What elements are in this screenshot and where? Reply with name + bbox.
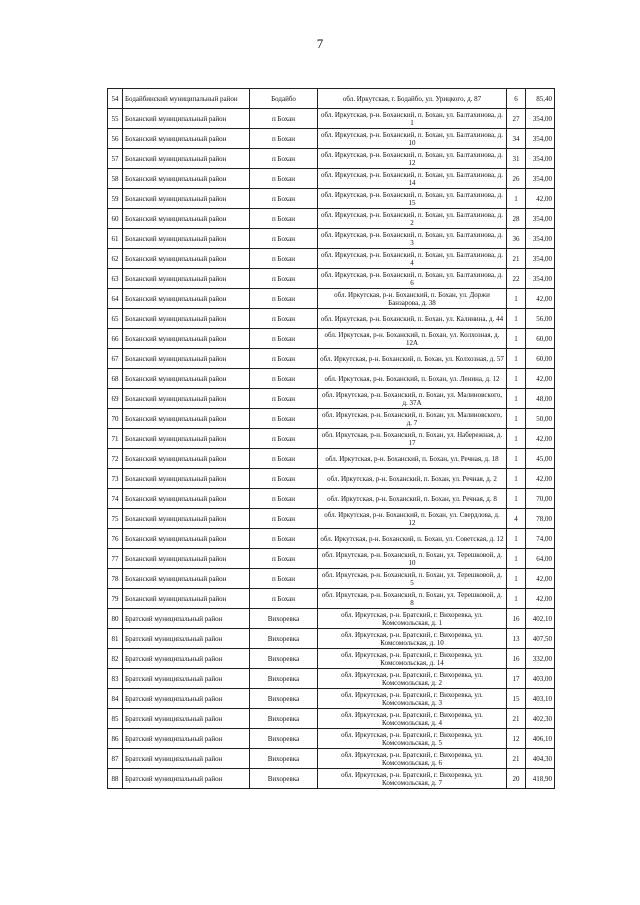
area-cell: 406,10 — [526, 729, 555, 749]
district-cell: Боханский муниципальный район — [123, 429, 250, 449]
table-row — [108, 169, 555, 189]
quantity-cell: 1 — [507, 589, 526, 609]
area-cell: 402,10 — [526, 609, 555, 629]
table-row — [108, 589, 555, 609]
row-number-cell: 63 — [108, 269, 123, 289]
table-row — [108, 249, 555, 269]
settlement-cell: Вихоревка — [250, 649, 318, 669]
table-row — [108, 349, 555, 369]
address-cell: обл. Иркутская, р-н. Боханский, п. Бохан, ул. Терешковой, д. 8 — [318, 589, 507, 609]
address-cell: обл. Иркутская, р-н. Братский, г. Вихоревка, ул. Комсомольская, д. 5 — [318, 729, 507, 749]
table-row — [108, 629, 555, 649]
district-cell: Боханский муниципальный район — [123, 189, 250, 209]
area-cell: 418,90 — [526, 769, 555, 789]
housing-registry-table — [107, 88, 555, 789]
table-row — [108, 529, 555, 549]
area-cell: 48,00 — [526, 389, 555, 409]
settlement-cell: п Бохан — [250, 529, 318, 549]
area-cell: 42,00 — [526, 429, 555, 449]
quantity-cell: 1 — [507, 349, 526, 369]
district-cell: Боханский муниципальный район — [123, 209, 250, 229]
district-cell: Братский муниципальный район — [123, 609, 250, 629]
registry-body — [108, 89, 555, 789]
address-cell: обл. Иркутская, р-н. Братский, г. Вихоревка, ул. Комсомольская, д. 2 — [318, 669, 507, 689]
area-cell: 354,00 — [526, 229, 555, 249]
address-cell: обл. Иркутская, р-н. Братский, г. Вихоревка, ул. Комсомольская, д. 14 — [318, 649, 507, 669]
row-number-cell: 77 — [108, 549, 123, 569]
row-number-cell: 80 — [108, 609, 123, 629]
quantity-cell: 1 — [507, 529, 526, 549]
row-number-cell: 72 — [108, 449, 123, 469]
address-cell: обл. Иркутская, р-н. Братский, г. Вихоревка, ул. Комсомольская, д. 10 — [318, 629, 507, 649]
district-cell: Боханский муниципальный район — [123, 249, 250, 269]
address-cell: обл. Иркутская, р-н. Братский, г. Вихоревка, ул. Комсомольская, д. 6 — [318, 749, 507, 769]
address-cell: обл. Иркутская, р-н. Боханский, п. Бохан, ул. Речная, д. 18 — [318, 449, 507, 469]
table-row — [108, 89, 555, 109]
quantity-cell: 6 — [507, 89, 526, 109]
table-row — [108, 769, 555, 789]
table-row — [108, 109, 555, 129]
row-number-cell: 55 — [108, 109, 123, 129]
settlement-cell: п Бохан — [250, 109, 318, 129]
table-row — [108, 749, 555, 769]
settlement-cell: Вихоревка — [250, 709, 318, 729]
district-cell: Боханский муниципальный район — [123, 489, 250, 509]
row-number-cell: 87 — [108, 749, 123, 769]
area-cell: 354,00 — [526, 249, 555, 269]
district-cell: Боханский муниципальный район — [123, 169, 250, 189]
quantity-cell: 26 — [507, 169, 526, 189]
district-cell: Братский муниципальный район — [123, 749, 250, 769]
address-cell: обл. Иркутская, р-н. Боханский, п. Бохан, ул. Ленина, д. 12 — [318, 369, 507, 389]
table-row — [108, 129, 555, 149]
settlement-cell: п Бохан — [250, 329, 318, 349]
district-cell: Боханский муниципальный район — [123, 549, 250, 569]
district-cell: Боханский муниципальный район — [123, 229, 250, 249]
area-cell: 404,30 — [526, 749, 555, 769]
district-cell: Боханский муниципальный район — [123, 109, 250, 129]
row-number-cell: 76 — [108, 529, 123, 549]
district-cell: Боханский муниципальный район — [123, 389, 250, 409]
district-cell: Братский муниципальный район — [123, 729, 250, 749]
address-cell: обл. Иркутская, р-н. Боханский, п. Бохан, ул. Колхозная, д. 57 — [318, 349, 507, 369]
table-row — [108, 429, 555, 449]
area-cell: 45,00 — [526, 449, 555, 469]
row-number-cell: 79 — [108, 589, 123, 609]
area-cell: 60,00 — [526, 349, 555, 369]
address-cell: обл. Иркутская, р-н. Братский, г. Вихоревка, ул. Комсомольская, д. 4 — [318, 709, 507, 729]
address-cell: обл. Иркутская, г. Бодайбо, ул. Урицкого, д. 87 — [318, 89, 507, 109]
district-cell: Боханский муниципальный район — [123, 409, 250, 429]
table-row — [108, 369, 555, 389]
row-number-cell: 88 — [108, 769, 123, 789]
address-cell: обл. Иркутская, р-н. Братский, г. Вихоревка, ул. Комсомольская, д. 1 — [318, 609, 507, 629]
settlement-cell: п Бохан — [250, 589, 318, 609]
area-cell: 354,00 — [526, 129, 555, 149]
quantity-cell: 1 — [507, 569, 526, 589]
settlement-cell: п Бохан — [250, 249, 318, 269]
district-cell: Боханский муниципальный район — [123, 289, 250, 309]
row-number-cell: 67 — [108, 349, 123, 369]
table-row — [108, 389, 555, 409]
row-number-cell: 62 — [108, 249, 123, 269]
quantity-cell: 12 — [507, 729, 526, 749]
table-row — [108, 189, 555, 209]
row-number-cell: 82 — [108, 649, 123, 669]
area-cell: 402,30 — [526, 709, 555, 729]
settlement-cell: Вихоревка — [250, 609, 318, 629]
area-cell: 42,00 — [526, 589, 555, 609]
address-cell: обл. Иркутская, р-н. Боханский, п. Бохан, ул. Речная, д. 2 — [318, 469, 507, 489]
address-cell: обл. Иркутская, р-н. Боханский, п. Бохан, ул. Балтахинова, д. 4 — [318, 249, 507, 269]
area-cell: 354,00 — [526, 209, 555, 229]
row-number-cell: 60 — [108, 209, 123, 229]
quantity-cell: 17 — [507, 669, 526, 689]
address-cell: обл. Иркутская, р-н. Боханский, п. Бохан, ул. Балтахинова, д. 14 — [318, 169, 507, 189]
row-number-cell: 73 — [108, 469, 123, 489]
settlement-cell: п Бохан — [250, 269, 318, 289]
district-cell: Боханский муниципальный район — [123, 329, 250, 349]
district-cell: Боханский муниципальный район — [123, 149, 250, 169]
district-cell: Боханский муниципальный район — [123, 589, 250, 609]
district-cell: Братский муниципальный район — [123, 709, 250, 729]
table-row — [108, 469, 555, 489]
row-number-cell: 58 — [108, 169, 123, 189]
table-row — [108, 409, 555, 429]
address-cell: обл. Иркутская, р-н. Боханский, п. Бохан, ул. Колхозная, д. 12А — [318, 329, 507, 349]
settlement-cell: п Бохан — [250, 469, 318, 489]
address-cell: обл. Иркутская, р-н. Боханский, п. Бохан, ул. Балтахинова, д. 15 — [318, 189, 507, 209]
settlement-cell: Вихоревка — [250, 629, 318, 649]
district-cell: Боханский муниципальный район — [123, 269, 250, 289]
area-cell: 42,00 — [526, 469, 555, 489]
row-number-cell: 69 — [108, 389, 123, 409]
settlement-cell: п Бохан — [250, 349, 318, 369]
quantity-cell: 1 — [507, 389, 526, 409]
area-cell: 56,00 — [526, 309, 555, 329]
table-row — [108, 609, 555, 629]
district-cell: Братский муниципальный район — [123, 669, 250, 689]
address-cell: обл. Иркутская, р-н. Боханский, п. Бохан, ул. Балтахинова, д. 12 — [318, 149, 507, 169]
address-cell: обл. Иркутская, р-н. Боханский, п. Бохан, ул. Балтахинова, д. 10 — [318, 129, 507, 149]
area-cell: 70,00 — [526, 489, 555, 509]
area-cell: 332,00 — [526, 649, 555, 669]
settlement-cell: Бодайбо — [250, 89, 318, 109]
quantity-cell: 1 — [507, 309, 526, 329]
area-cell: 60,00 — [526, 329, 555, 349]
address-cell: обл. Иркутская, р-н. Боханский, п. Бохан, ул. Речная, д. 8 — [318, 489, 507, 509]
settlement-cell: п Бохан — [250, 509, 318, 529]
address-cell: обл. Иркутская, р-н. Братский, г. Вихоревка, ул. Комсомольская, д. 7 — [318, 769, 507, 789]
row-number-cell: 61 — [108, 229, 123, 249]
quantity-cell: 1 — [507, 369, 526, 389]
quantity-cell: 27 — [507, 109, 526, 129]
row-number-cell: 84 — [108, 689, 123, 709]
table-row — [108, 209, 555, 229]
quantity-cell: 4 — [507, 509, 526, 529]
quantity-cell: 34 — [507, 129, 526, 149]
district-cell: Боханский муниципальный район — [123, 129, 250, 149]
quantity-cell: 16 — [507, 609, 526, 629]
settlement-cell: п Бохан — [250, 369, 318, 389]
quantity-cell: 1 — [507, 289, 526, 309]
page-number: 7 — [316, 36, 324, 51]
settlement-cell: п Бохан — [250, 309, 318, 329]
quantity-cell: 1 — [507, 429, 526, 449]
row-number-cell: 54 — [108, 89, 123, 109]
row-number-cell: 65 — [108, 309, 123, 329]
quantity-cell: 1 — [507, 329, 526, 349]
settlement-cell: Вихоревка — [250, 769, 318, 789]
quantity-cell: 15 — [507, 689, 526, 709]
area-cell: 78,00 — [526, 509, 555, 529]
row-number-cell: 85 — [108, 709, 123, 729]
quantity-cell: 20 — [507, 769, 526, 789]
row-number-cell: 78 — [108, 569, 123, 589]
area-cell: 407,50 — [526, 629, 555, 649]
address-cell: обл. Иркутская, р-н. Боханский, п. Бохан, ул. Малиновского, д. 37А — [318, 389, 507, 409]
row-number-cell: 86 — [108, 729, 123, 749]
area-cell: 42,00 — [526, 569, 555, 589]
settlement-cell: п Бохан — [250, 389, 318, 409]
row-number-cell: 64 — [108, 289, 123, 309]
row-number-cell: 71 — [108, 429, 123, 449]
address-cell: обл. Иркутская, р-н. Боханский, п. Бохан, ул. Малиновского, д. 7 — [318, 409, 507, 429]
address-cell: обл. Иркутская, р-н. Боханский, п. Бохан, ул. Советская, д. 12 — [318, 529, 507, 549]
area-cell: 42,00 — [526, 189, 555, 209]
quantity-cell: 28 — [507, 209, 526, 229]
settlement-cell: п Бохан — [250, 129, 318, 149]
address-cell: обл. Иркутская, р-н. Боханский, п. Бохан, ул. Свердлова, д. 12 — [318, 509, 507, 529]
quantity-cell: 31 — [507, 149, 526, 169]
settlement-cell: п Бохан — [250, 549, 318, 569]
district-cell: Братский муниципальный район — [123, 629, 250, 649]
settlement-cell: п Бохан — [250, 229, 318, 249]
area-cell: 42,00 — [526, 289, 555, 309]
quantity-cell: 36 — [507, 229, 526, 249]
address-cell: обл. Иркутская, р-н. Боханский, п. Бохан, ул. Доржи Банзарова, д. 38 — [318, 289, 507, 309]
table-row — [108, 289, 555, 309]
table-row — [108, 549, 555, 569]
quantity-cell: 16 — [507, 649, 526, 669]
settlement-cell: Вихоревка — [250, 729, 318, 749]
settlement-cell: п Бохан — [250, 209, 318, 229]
table-row — [108, 669, 555, 689]
row-number-cell: 56 — [108, 129, 123, 149]
area-cell: 354,00 — [526, 169, 555, 189]
district-cell: Бодайбинский муниципальный район — [123, 89, 250, 109]
address-cell: обл. Иркутская, р-н. Боханский, п. Бохан, ул. Балтахинова, д. 3 — [318, 229, 507, 249]
district-cell: Братский муниципальный район — [123, 689, 250, 709]
row-number-cell: 75 — [108, 509, 123, 529]
quantity-cell: 22 — [507, 269, 526, 289]
quantity-cell: 21 — [507, 749, 526, 769]
settlement-cell: п Бохан — [250, 149, 318, 169]
address-cell: обл. Иркутская, р-н. Боханский, п. Бохан, ул. Балтахинова, д. 6 — [318, 269, 507, 289]
table-row — [108, 729, 555, 749]
area-cell: 64,00 — [526, 549, 555, 569]
settlement-cell: п Бохан — [250, 489, 318, 509]
table-row — [108, 509, 555, 529]
settlement-cell: Вихоревка — [250, 689, 318, 709]
address-cell: обл. Иркутская, р-н. Братский, г. Вихоревка, ул. Комсомольская, д. 3 — [318, 689, 507, 709]
table-row — [108, 149, 555, 169]
quantity-cell: 13 — [507, 629, 526, 649]
district-cell: Боханский муниципальный район — [123, 449, 250, 469]
quantity-cell: 1 — [507, 449, 526, 469]
area-cell: 354,00 — [526, 149, 555, 169]
table-row — [108, 309, 555, 329]
quantity-cell: 1 — [507, 489, 526, 509]
area-cell: 50,00 — [526, 409, 555, 429]
settlement-cell: п Бохан — [250, 409, 318, 429]
settlement-cell: Вихоревка — [250, 669, 318, 689]
table-row — [108, 689, 555, 709]
row-number-cell: 81 — [108, 629, 123, 649]
row-number-cell: 59 — [108, 189, 123, 209]
district-cell: Боханский муниципальный район — [123, 349, 250, 369]
quantity-cell: 21 — [507, 709, 526, 729]
area-cell: 42,00 — [526, 369, 555, 389]
quantity-cell: 1 — [507, 409, 526, 429]
quantity-cell: 1 — [507, 189, 526, 209]
district-cell: Боханский муниципальный район — [123, 569, 250, 589]
table-row — [108, 489, 555, 509]
table-row — [108, 329, 555, 349]
table-row — [108, 229, 555, 249]
quantity-cell: 1 — [507, 549, 526, 569]
settlement-cell: п Бохан — [250, 449, 318, 469]
district-cell: Боханский муниципальный район — [123, 509, 250, 529]
quantity-cell: 1 — [507, 469, 526, 489]
district-cell: Боханский муниципальный район — [123, 369, 250, 389]
district-cell: Братский муниципальный район — [123, 769, 250, 789]
address-cell: обл. Иркутская, р-н. Боханский, п. Бохан, ул. Терешковой, д. 5 — [318, 569, 507, 589]
settlement-cell: п Бохан — [250, 429, 318, 449]
row-number-cell: 74 — [108, 489, 123, 509]
table-row — [108, 269, 555, 289]
settlement-cell: п Бохан — [250, 189, 318, 209]
area-cell: 85,40 — [526, 89, 555, 109]
address-cell: обл. Иркутская, р-н. Боханский, п. Бохан, ул. Калинина, д. 44 — [318, 309, 507, 329]
address-cell: обл. Иркутская, р-н. Боханский, п. Бохан, ул. Набережная, д. 17 — [318, 429, 507, 449]
settlement-cell: п Бохан — [250, 289, 318, 309]
area-cell: 74,00 — [526, 529, 555, 549]
district-cell: Боханский муниципальный район — [123, 529, 250, 549]
address-cell: обл. Иркутская, р-н. Боханский, п. Бохан, ул. Балтахинова, д. 2 — [318, 209, 507, 229]
row-number-cell: 68 — [108, 369, 123, 389]
address-cell: обл. Иркутская, р-н. Боханский, п. Бохан, ул. Терешковой, д. 10 — [318, 549, 507, 569]
settlement-cell: Вихоревка — [250, 749, 318, 769]
area-cell: 403,10 — [526, 689, 555, 709]
district-cell: Боханский муниципальный район — [123, 469, 250, 489]
table-row — [108, 449, 555, 469]
quantity-cell: 21 — [507, 249, 526, 269]
row-number-cell: 66 — [108, 329, 123, 349]
row-number-cell: 83 — [108, 669, 123, 689]
address-cell: обл. Иркутская, р-н. Боханский, п. Бохан, ул. Балтахинова, д. 1 — [318, 109, 507, 129]
district-cell: Братский муниципальный район — [123, 649, 250, 669]
district-cell: Боханский муниципальный район — [123, 309, 250, 329]
table-row — [108, 569, 555, 589]
table-row — [108, 709, 555, 729]
area-cell: 354,00 — [526, 109, 555, 129]
area-cell: 354,00 — [526, 269, 555, 289]
row-number-cell: 57 — [108, 149, 123, 169]
settlement-cell: п Бохан — [250, 169, 318, 189]
area-cell: 403,00 — [526, 669, 555, 689]
settlement-cell: п Бохан — [250, 569, 318, 589]
table-row — [108, 649, 555, 669]
row-number-cell: 70 — [108, 409, 123, 429]
